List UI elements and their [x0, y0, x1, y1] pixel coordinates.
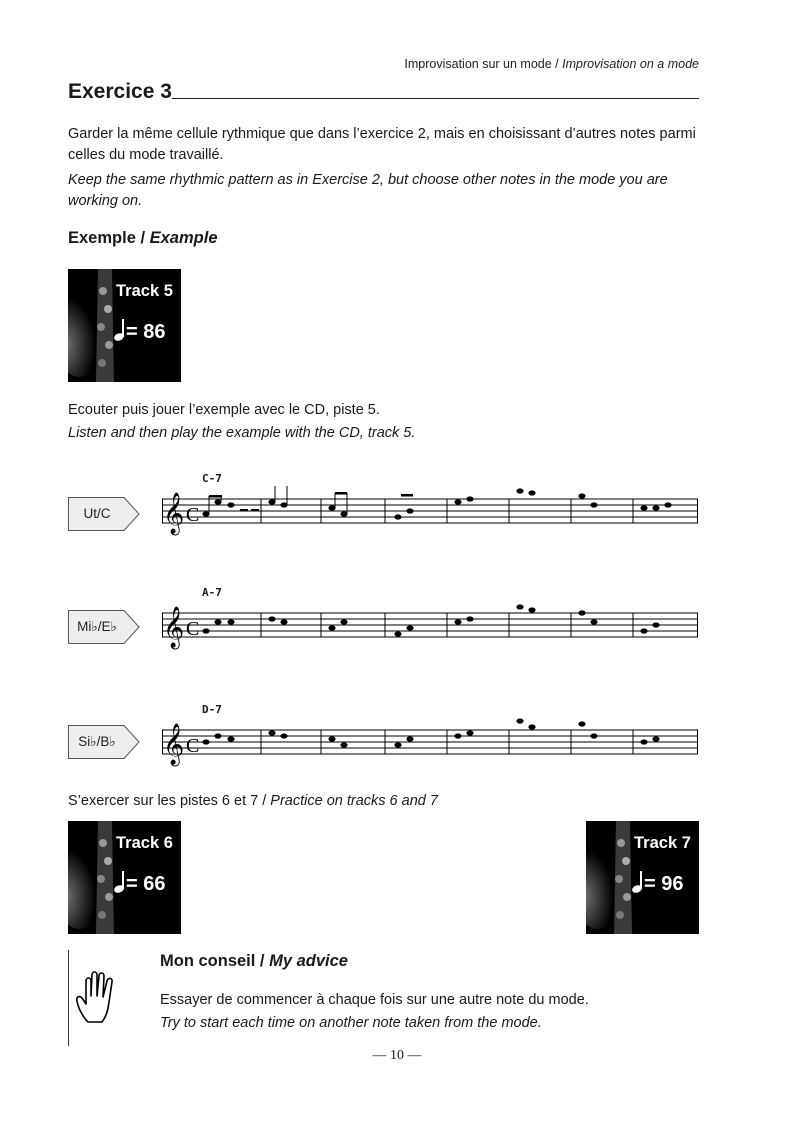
example-heading-fr: Exemple / [68, 229, 150, 247]
key-label: Mi♭/E♭ [77, 619, 117, 634]
hand-icon [74, 968, 124, 1028]
listen-en: Listen and then play the example with the CD, track 5. [68, 425, 416, 441]
svg-text:𝄞: 𝄞 [163, 724, 185, 765]
music-staff-1 [158, 478, 706, 544]
advice-title [160, 952, 348, 971]
svg-text:𝄞: 𝄞 [163, 607, 185, 648]
svg-text:C: C [186, 735, 200, 757]
exercise-title: Exercice 3 [68, 80, 172, 103]
key-label: Si♭/B♭ [78, 734, 116, 749]
svg-text:C: C [186, 618, 200, 640]
running-header-en: Improvisation on a mode [562, 57, 699, 71]
advice-title-en: My advice [269, 952, 348, 970]
key-tag-c [68, 497, 140, 531]
listen-fr: Ecouter puis jouer l’exemple avec le CD, piste 5. [68, 402, 380, 418]
track-5-tempo: = 86 [126, 321, 166, 343]
key-tag-eb [68, 610, 140, 644]
track-5-box [68, 269, 181, 382]
practice-en: Practice on tracks 6 and 7 [270, 793, 438, 809]
running-header-fr: Improvisation sur un mode / [404, 57, 563, 71]
track-6-box [68, 821, 181, 934]
quarter-note-icon [112, 317, 126, 343]
track-5-label: Track 5 [116, 282, 173, 300]
instruction-fr: Garder la même cellule rythmique que dans l’exercice 2, mais en choisissant d’autres notes parmi celles du mode travaillé. [68, 126, 696, 163]
title-rule [172, 98, 699, 99]
advice-text-fr: Essayer de commencer à chaque fois sur une autre note du mode. [160, 992, 589, 1008]
quarter-note-icon [630, 869, 644, 895]
chord-symbol: D-7 [202, 703, 222, 716]
music-staff-2 [158, 592, 706, 658]
advice-bar [68, 950, 69, 1046]
chord-symbol: C-7 [202, 472, 222, 485]
track-6-label: Track 6 [116, 834, 173, 852]
instruction-en: Keep the same rhythmic pattern as in Exercise 2, but choose other notes in the mode you are working on. [68, 172, 668, 209]
practice-line [68, 791, 708, 812]
track-6-tempo: = 66 [126, 873, 166, 895]
music-staff-3 [158, 709, 706, 775]
running-header [404, 57, 699, 71]
page-number: — 10 — [372, 1048, 422, 1063]
track-7-box [586, 821, 699, 934]
key-label: Ut/C [83, 506, 111, 521]
example-heading-en: Example [149, 229, 218, 247]
key-tag-bb [68, 725, 140, 759]
advice-title-fr: Mon conseil / [160, 952, 270, 970]
practice-fr: S’exercer sur les pistes 6 et 7 / [68, 793, 271, 809]
svg-text:𝄞: 𝄞 [163, 493, 185, 534]
example-heading [68, 229, 218, 248]
svg-text:C: C [186, 504, 200, 526]
track-7-label: Track 7 [634, 834, 691, 852]
track-7-tempo: = 96 [644, 873, 684, 895]
advice-text-en: Try to start each time on another note taken from the mode. [160, 1015, 542, 1031]
chord-symbol: A-7 [202, 586, 222, 599]
quarter-note-icon [112, 869, 126, 895]
